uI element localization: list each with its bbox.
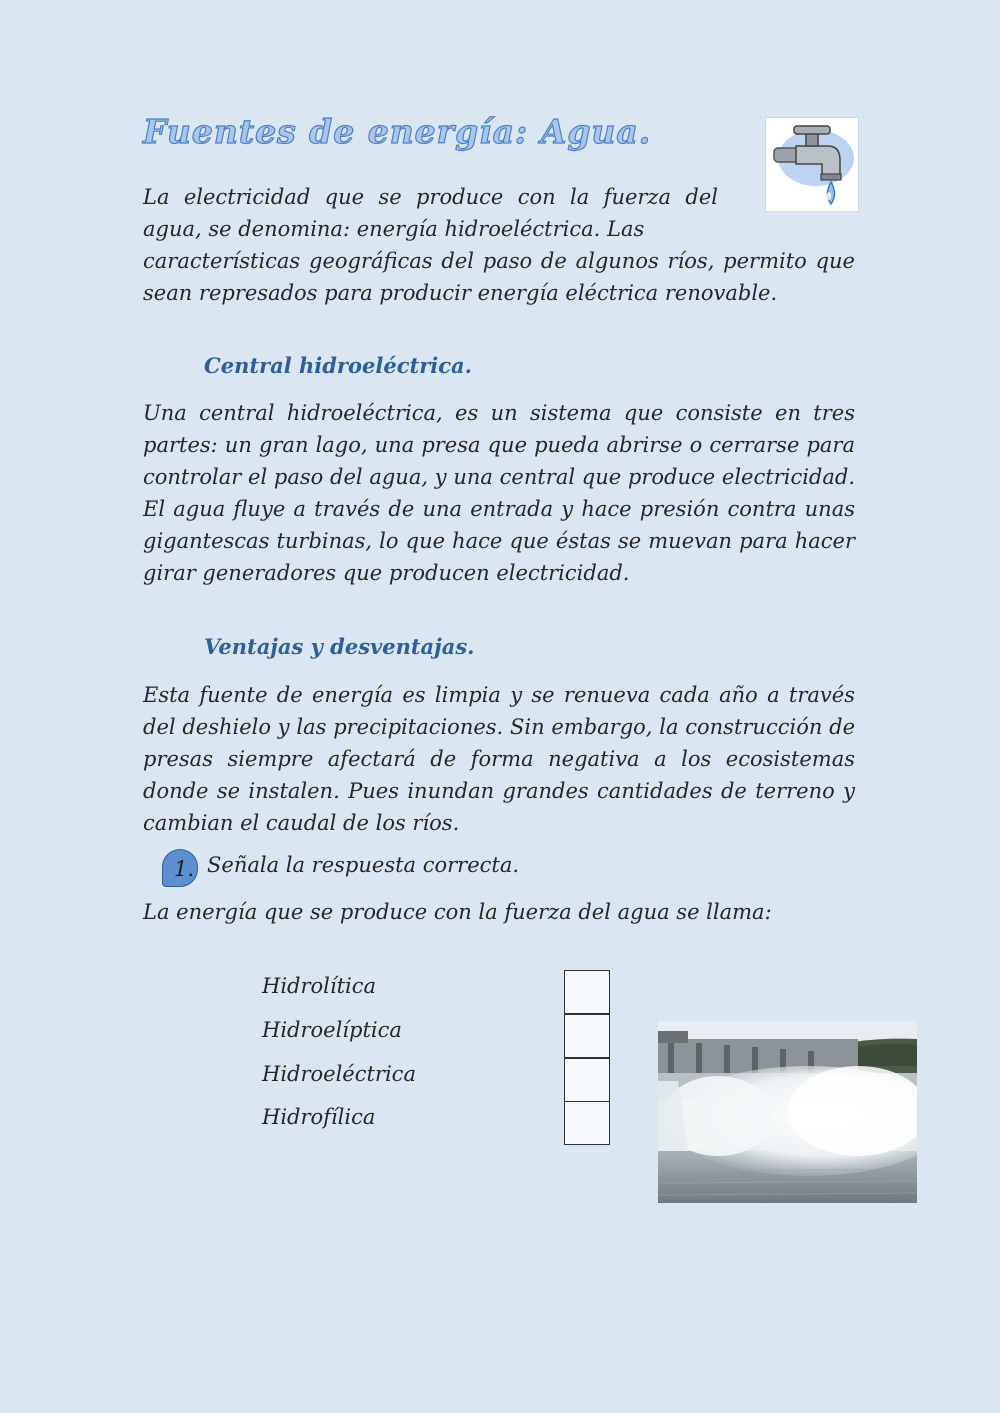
option-row — [262, 1101, 612, 1145]
option-checkbox[interactable] — [564, 1014, 610, 1058]
option-label: Hidroelíptica — [262, 1018, 402, 1042]
exercise-number-badge: 1. — [162, 849, 198, 887]
section-heading-ventajas: Ventajas y desventajas. — [204, 634, 475, 659]
intro-paragraph — [143, 181, 855, 309]
option-row — [262, 970, 612, 1014]
option-checkbox[interactable] — [564, 970, 610, 1014]
intro-text-part-1: La electricidad que se produce con la fuerza del agua, se denomina: energía hidroeléctrica. Las — [143, 185, 718, 241]
option-label: Hidroeléctrica — [262, 1062, 416, 1086]
dam-photo — [658, 1021, 917, 1203]
option-label: Hidrofílica — [262, 1105, 376, 1129]
section-text-central: Una central hidroeléctrica, es un sistema que consiste en tres partes: un gran lago, una presa que pueda abrirse o cerrarse para controlar el paso del agua, y una central que produce electricidad. El agua fluye a través de una entrada y hace presión contra unas gigantescas turbinas, lo que hace que éstas se muevan para hacer girar generadores que producen electricidad. — [143, 401, 855, 585]
option-checkbox[interactable] — [564, 1101, 610, 1145]
page-title: Fuentes de energía: Agua. — [143, 112, 652, 151]
section-heading-central: Central hidroeléctrica. — [204, 353, 472, 378]
exercise-question: La energía que se produce con la fuerza del agua se llama: — [143, 900, 772, 924]
section-text-ventajas: Esta fuente de energía es limpia y se renueva cada año a través del deshielo y las precipitaciones. Sin embargo, la construcción de presas siempre afectará de forma negativa a los ecosistemas donde se instalen. Pues inundan grandes cantidades de terreno y cambian el caudal de los ríos. — [143, 683, 855, 835]
intro-text-part-2: características geográficas del paso de algunos ríos, permito que sean represados para producir energía eléctrica renovable. — [143, 249, 855, 305]
option-label: Hidrolítica — [262, 974, 377, 998]
option-checkbox[interactable] — [564, 1058, 610, 1102]
option-row — [262, 1058, 612, 1102]
option-row — [262, 1014, 612, 1058]
exercise-instruction: Señala la respuesta correcta. — [207, 853, 520, 877]
